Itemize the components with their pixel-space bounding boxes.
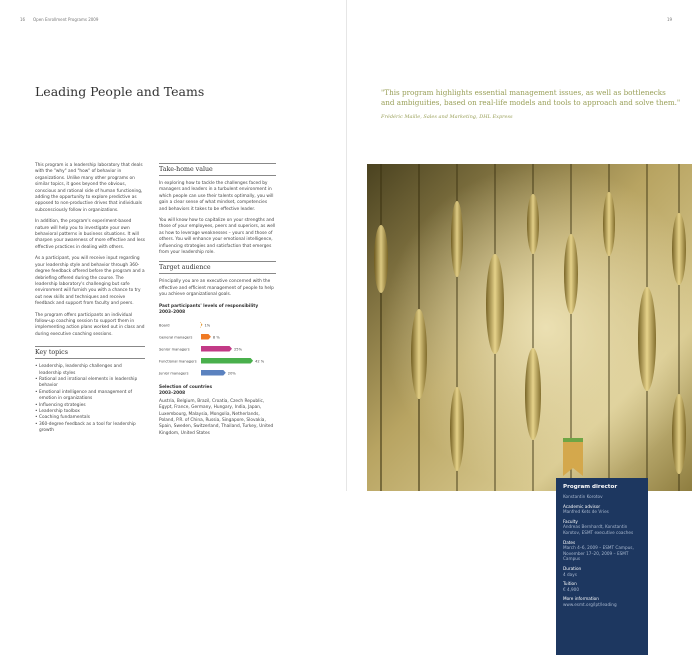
chart-category-label: Senior managers	[159, 347, 190, 352]
list-item: • Coaching fundamentals	[35, 415, 145, 421]
director-name: Konstantin Korotov	[563, 494, 603, 499]
info-label: Tuition	[563, 581, 577, 587]
chart-value-label: 1%	[204, 323, 211, 328]
page-number-right: 19	[667, 17, 673, 22]
info-label: Dates	[563, 539, 576, 545]
countries-list: Austria, Belgium, Brazil, Croatia, Czech Republic, Egypt, France, Germany, Hungary, India, Japan, Luxembourg, Malaysia, Mongolia, Netherlands, Poland, P.R. of China, Russia, Singapore, Slovakia, Spain, Sweden, Switzerland, Thailand, Turkey, United Kingdom, United States	[159, 398, 274, 436]
countries-heading-line: Selection of countries	[159, 384, 213, 390]
bookmark-tab	[563, 438, 583, 478]
running-header: Open Enrollment Programs 2009	[33, 17, 99, 22]
photo-illustration	[367, 164, 692, 491]
info-label: Duration	[563, 565, 582, 571]
director-heading: Program director	[563, 484, 618, 490]
info-value: March 4–6, 2009 – ESMT Campus, November 17–20, 2009 – ESMT Campus	[563, 545, 634, 562]
list-item: • Rational and irrational elements in leadership behavior	[35, 377, 145, 390]
info-value: 4 days	[563, 571, 577, 577]
info-label: Faculty	[563, 518, 578, 524]
list-item: • 360-degree feedback as a tool for leadership growth	[35, 422, 145, 435]
chart-bar	[201, 358, 253, 364]
list-item: • Leadership, leadership challenges and leadership styles	[35, 364, 145, 377]
chart-bar	[201, 346, 232, 352]
target-audience-heading: Target audience	[159, 261, 276, 274]
chart-category-label: Junior managers	[159, 371, 189, 376]
take-home-paragraph: In exploring how to tackle the challenges faced by managers and leaders in a turbulent environment in which people can use their talents optimally, you will gain a clear sense of what mindset, competencies and behaviors it takes to be effective leader.	[159, 181, 274, 212]
take-home-heading: Take-home value	[159, 163, 276, 176]
list-item: • Emotional intelligence and management of emotion in organizations	[35, 390, 145, 403]
responsibility-chart	[159, 319, 276, 381]
info-value: € 4,900	[563, 586, 579, 592]
info-label: More information	[563, 596, 599, 602]
intro-column	[35, 163, 145, 435]
left-page	[0, 0, 347, 491]
chart-bar	[201, 334, 211, 340]
intro-paragraph: This program is a leadership laboratory that deals with the "why" and "how" of behavior in organizations. Unlike many other programs on similar topics, it goes beyond the obvious, conscious and rational side of human functioning, adding the opportunity to explore predictive as opposed to non-productive drives that individuals subconsciously follow in organizations.	[35, 163, 143, 213]
chart-bar	[200, 322, 203, 328]
chart-category-label: General managers	[159, 335, 193, 340]
info-link[interactable]: www.esmt.org/lpt/leading	[563, 601, 617, 607]
chart-category-label: Functional managers	[159, 359, 197, 364]
intro-paragraph: The program offers participants an individual follow-up coaching session to support them in implementing action plans worked out in class and during executive coaching sessions.	[35, 312, 145, 337]
info-value: Manfred Kets de Vries	[563, 509, 609, 515]
chart-value-label: 20%	[227, 371, 236, 376]
right-page	[347, 0, 694, 607]
chart-value-label: 8 %	[212, 335, 220, 340]
intro-paragraph: As a participant, you will receive input regarding your leadership style and behavior through 360-degree feedback offered before the program and a debriefing offered during the course. The leadership laboratory's challenging but safe environment will furnish you with a chance to try out new skills and techniques and receive feedback and support from faculty and peers.	[35, 256, 145, 307]
list-item: • Leadership toolbox	[35, 409, 145, 415]
chart-value-label: 42 %	[255, 359, 265, 364]
countries-heading	[159, 385, 276, 397]
page-title: Leading People and Teams	[35, 84, 205, 99]
chart-bar	[201, 370, 226, 376]
program-director-box	[556, 478, 648, 655]
key-topics-heading: Key topics	[35, 346, 145, 359]
countries-heading-line: 2003–2008	[159, 390, 186, 396]
gold-sculpture-photo	[367, 164, 692, 607]
chart-title-line: Past participants' levels of responsibility	[159, 303, 259, 309]
chart-category-label: Board	[159, 323, 170, 328]
chart-title	[159, 304, 276, 316]
intro-paragraph: In addition, the program's experiment-based nature will help you to investigate your own behavioral patterns in business situations. It will sharpen your awareness of more effective and less effective practices in dealing with others.	[35, 219, 145, 250]
chart-title-line: 2003–2008	[159, 309, 186, 315]
testimonial-quote: "This program highlights essential management issues, as well as bottlenecks and ambiguities, based on real-life models and tools to approach and solve them."	[381, 88, 681, 107]
page-number-left: 16	[20, 17, 26, 22]
target-audience-text: Principally you are an executive concerned with the effective and efficient management of people to help you achieve organizational goals.	[159, 279, 274, 298]
value-column	[159, 163, 276, 442]
info-label: Academic advisor	[563, 503, 601, 509]
take-home-paragraph: You will know how to capitalize on your strengths and those of your employees, peers and superiors, as well as how to leverage weaknesses – yours and those of others. You will enhance your emotional intelligence, influencing strategies and satisfaction that emerges from your leadership role.	[159, 218, 276, 256]
key-topics-list	[35, 364, 145, 434]
info-value: Andreas Bernhardt, Konstantin Korotov, ESMT executive coaches	[563, 524, 634, 535]
chart-value-label: 25%	[234, 347, 242, 352]
quote-attribution: Frédéric Maille, Sales and Marketing, DHL Express	[381, 114, 513, 120]
list-item: • Influencing strategies	[35, 403, 145, 409]
